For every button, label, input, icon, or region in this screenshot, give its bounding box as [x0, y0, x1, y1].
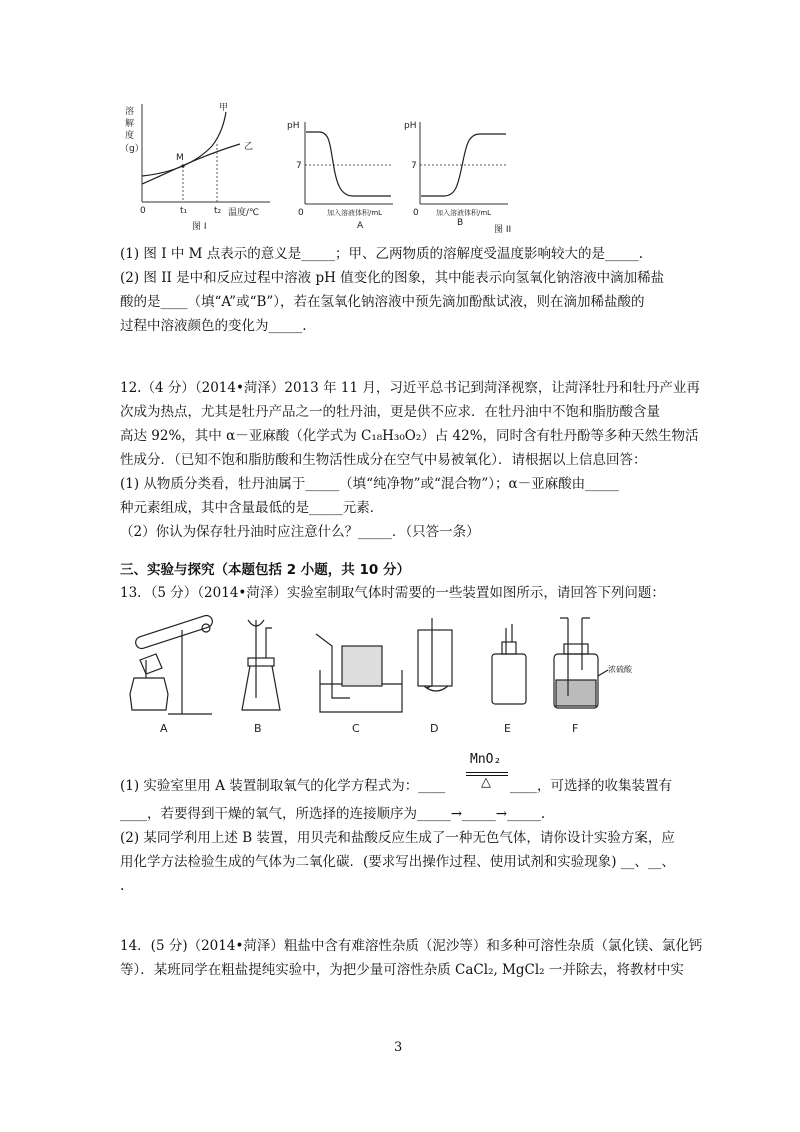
q14-line-1: 14．(5 分)（2014•菏泽）粗盐中含有难溶性杂质（泥沙等）和多种可溶性杂质（氯化镁、氯化钙 [120, 938, 703, 954]
fig1-origin: 0 [140, 206, 146, 216]
section-3-heading: 三、实验与探究（本题包括 2 小题，共 10 分） [120, 562, 410, 578]
q11-line-3: 酸的是____（填“A”或“B”），若在氢氧化钠溶液中预先滴加酚酞试液，则在滴加稀盐酸的 [120, 294, 645, 310]
apparatus-label-a: A [160, 722, 168, 735]
fig1-ylabel-3: 度 [125, 131, 135, 141]
figA-ylabel: pH [287, 121, 300, 131]
fig1-curve2-label: 乙 [244, 142, 254, 152]
apparatus-label-f: F [572, 722, 579, 735]
fig1-caption: 图 I [192, 222, 207, 232]
apparatus-f-acid-label: 浓硫酸 [608, 665, 632, 674]
fig1-t1: t₁ [180, 206, 188, 216]
apparatus-f [554, 618, 608, 708]
fig1-xlabel: 温度/℃ [228, 208, 260, 218]
figure-ph-a [285, 112, 400, 232]
fig1-curve-yi [142, 144, 240, 184]
apparatus-label-b: B [254, 722, 262, 735]
fig1-curve1-label: 甲 [219, 103, 229, 113]
fig1-ylabel-1: 溶 [125, 107, 135, 117]
q12-line-2: 次成为热点，尤其是牡丹产品之一的牡丹油，更是供不应求．在牡丹油中不饱和脂肪酸含量 [120, 404, 660, 420]
q12-line-4: 性成分．（已知不饱和脂肪酸和生物活性成分在空气中易被氧化）．请根据以上信息回答： [120, 452, 647, 468]
figure-ph-b [400, 112, 530, 234]
reaction-heat: △ [481, 775, 491, 790]
reaction-catalyst: MnO₂ [470, 752, 502, 767]
figB-origin: 0 [413, 208, 419, 218]
apparatus-b [242, 620, 280, 710]
q13-line-6: . [120, 878, 125, 894]
figB-xlabel: 加入溶液体积/mL [436, 209, 492, 217]
figA-curve [306, 132, 391, 196]
q13-line-2a: (1) 实验室里用 A 装置制取氧气的化学方程式为：____ [120, 778, 446, 794]
apparatus-e [492, 624, 526, 704]
q11-line-1: (1) 图 I 中 M 点表示的意义是_____；甲、乙两物质的溶解度受温度影响较大的是_____. [120, 246, 644, 262]
figA-xlabel: 加入溶液体积/mL [327, 209, 383, 217]
fig2-caption: 图 II [494, 225, 512, 234]
apparatus-label-c: C [352, 722, 360, 735]
fig1-t2: t₂ [214, 206, 222, 216]
figA-origin: 0 [298, 208, 304, 218]
apparatus-label-d: D [430, 722, 439, 735]
apparatus-figure [120, 610, 660, 740]
q12-line-7: （2）你认为保存牡丹油时应注意什么？_____．（只答一条） [120, 524, 480, 540]
q14-line-2: 等）．某班同学在粗盐提纯实验中，为把少量可溶性杂质 CaCl₂, MgCl₂ 一并除去，将教材中实 [120, 962, 684, 978]
figB-caption: B [457, 218, 464, 228]
q12-line-6: 种元素组成，其中含量最低的是_____元素． [120, 500, 384, 516]
q13-line-3: ____，若要得到干燥的氧气，所选择的连接顺序为_____→_____→_____. [120, 806, 546, 822]
figA-caption: A [357, 221, 364, 231]
figB-ylabel: pH [404, 121, 417, 131]
apparatus-label-e: E [504, 722, 511, 735]
q13-line-4: (2) 某同学利用上述 B 装置，用贝壳和盐酸反应生成了一种无色气体，请你设计实验方案，应 [120, 830, 675, 846]
page-number: 3 [394, 1040, 403, 1055]
apparatus-a [130, 614, 214, 714]
q12-line-3: 高达 92%，其中 α－亚麻酸（化学式为 C₁₈H₃₀O₂）占 42%，同时含有牡丹酚等多种天然生物活 [120, 428, 699, 444]
fig1-point-label: M [176, 153, 184, 163]
q11-line-2: (2) 图 II 是中和反应过程中溶液 pH 值变化的图象，其中能表示向氢氧化钠溶液中滴加稀盐 [120, 270, 665, 286]
apparatus-c [316, 634, 402, 712]
figA-tick7: 7 [296, 161, 302, 171]
q12-line-5: (1) 从物质分类看，牡丹油属于_____（填“纯净物”或“混合物”）；α－亚麻酸由_____ [120, 476, 619, 492]
figure-solubility-chart [120, 98, 280, 233]
fig1-point-m [181, 164, 184, 167]
figB-tick7: 7 [411, 161, 417, 171]
q13-line-5: 用化学方法检验生成的气体为二氧化碳．(要求写出操作过程、使用试剂和实验现象) __、__、 [120, 854, 675, 870]
q13-line-2b: ____，可选择的收集装置有 [510, 778, 672, 794]
fig1-ylabel-4: （g） [120, 144, 144, 154]
q12-line-1: 12.（4 分）（2014•菏泽）2013 年 11 月，习近平总书记到菏泽视察，让菏泽牡丹和牡丹产业再 [120, 380, 700, 396]
fig1-ylabel-2: 解 [125, 119, 135, 129]
apparatus-d [418, 618, 452, 691]
q11-line-4: 过程中溶液颜色的变化为_____. [120, 318, 307, 334]
q13-line-1: 13．（5 分）（2014•菏泽）实验室制取气体时需要的一些装置如图所示，请回答下列问题： [120, 585, 665, 601]
